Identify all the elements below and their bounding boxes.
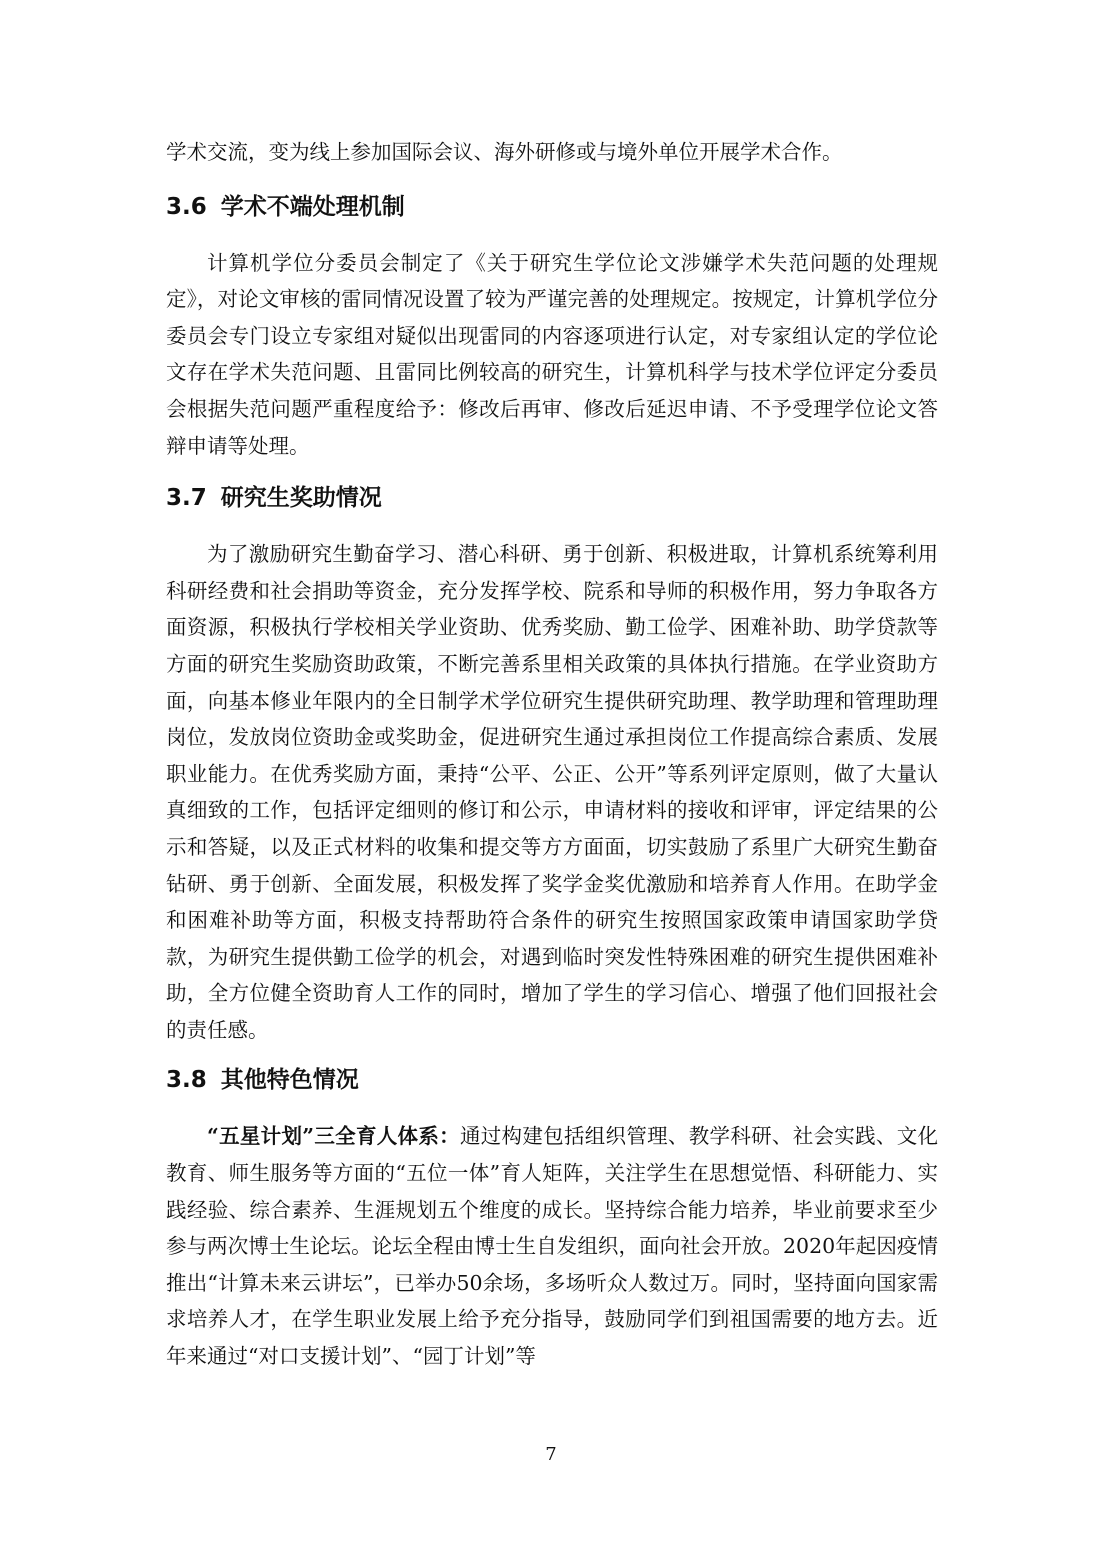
paragraph-body: 通过构建包括组织管理、教学科研、社会实践、文化教育、师生服务等方面的“五位一体”育人矩阵，关注学生在思想觉悟、科研能力、实践经验、综合素养、生涯规划五个维度的成长。坚持综合能力培养，毕业前要求至少参与两次博士生论坛。论坛全程由博士生自发组织，面向社会开放。2020年起因疫情推出“计算未来云讲坛”，已举办50余场，多场听众人数过万。同时，坚持面向国家需求培养人才，在学生职业发展上给予充分指导，鼓励同学们到祖国需要的地方去。近年来通过“对口支援计划”、“园丁计划”等 <box>166 1124 938 1369</box>
continuation-paragraph: 学术交流，变为线上参加国际会议、海外研修或与境外单位开展学术合作。 <box>166 140 843 164</box>
section-title: 学术不端处理机制 <box>220 193 405 220</box>
section-number: 3.6 <box>166 193 207 220</box>
section-number: 3.8 <box>166 1067 207 1094</box>
section-heading-3-8 <box>166 1060 938 1100</box>
section-heading-3-7 <box>166 478 938 518</box>
section-title: 其他特色情况 <box>220 1067 359 1094</box>
page-number: 7 <box>545 1444 557 1465</box>
section-number: 3.7 <box>166 485 207 512</box>
section-heading-3-6 <box>166 187 938 227</box>
section-title: 研究生奖助情况 <box>220 485 382 512</box>
section-paragraph-3-7: 为了激励研究生勤奋学习、潜心科研、勇于创新、积极进取，计算机系统筹利用科研经费和社会捐助等资金，充分发挥学校、院系和导师的积极作用，努力争取各方面资源，积极执行学校相关学业资助、优秀奖励、勤工俭学、困难补助、助学贷款等方面的研究生奖励资助政策，不断完善系里相关政策的具体执行措施。在学业资助方面，向基本修业年限内的全日制学术学位研究生提供研究助理、教学助理和管理助理岗位，发放岗位资助金或奖助金，促进研究生通过承担岗位工作提高综合素质、发展职业能力。在优秀奖励方面，秉持“公平、公正、公开”等系列评定原则，做了大量认真细致的工作，包括评定细则的修订和公示，申请材料的接收和评审，评定结果的公示和答疑，以及正式材料的收集和提交等方方面面，切实鼓励了系里广大研究生勤奋钻研、勇于创新、全面发展，积极发挥了奖学金奖优激励和培养育人作用。在助学金和困难补助等方面，积极支持帮助符合条件的研究生按照国家政策申请国家助学贷款，为研究生提供勤工俭学的机会，对遇到临时突发性特殊困难的研究生提供困难补助，全方位健全资助育人工作的同时，增加了学生的学习信心、增强了他们回报社会的责任感。 <box>166 542 938 1042</box>
section-paragraph-3-8 <box>166 1118 938 1374</box>
page-content <box>166 134 938 1375</box>
bold-lead-phrase: “五星计划”三全育人体系： <box>207 1124 460 1149</box>
section-paragraph-3-6: 计算机学位分委员会制定了《关于研究生学位论文涉嫌学术失范问题的处理规定》，对论文审核的雷同情况设置了较为严谨完善的处理规定。按规定，计算机学位分委员会专门设立专家组对疑似出现雷同的内容逐项进行认定，对专家组认定的学位论文存在学术失范问题、且雷同比例较高的研究生，计算机科学与技术学位评定分委员会根据失范问题严重程度给予：修改后再审、修改后延迟申请、不予受理学位论文答辩申请等处理。 <box>166 250 938 458</box>
